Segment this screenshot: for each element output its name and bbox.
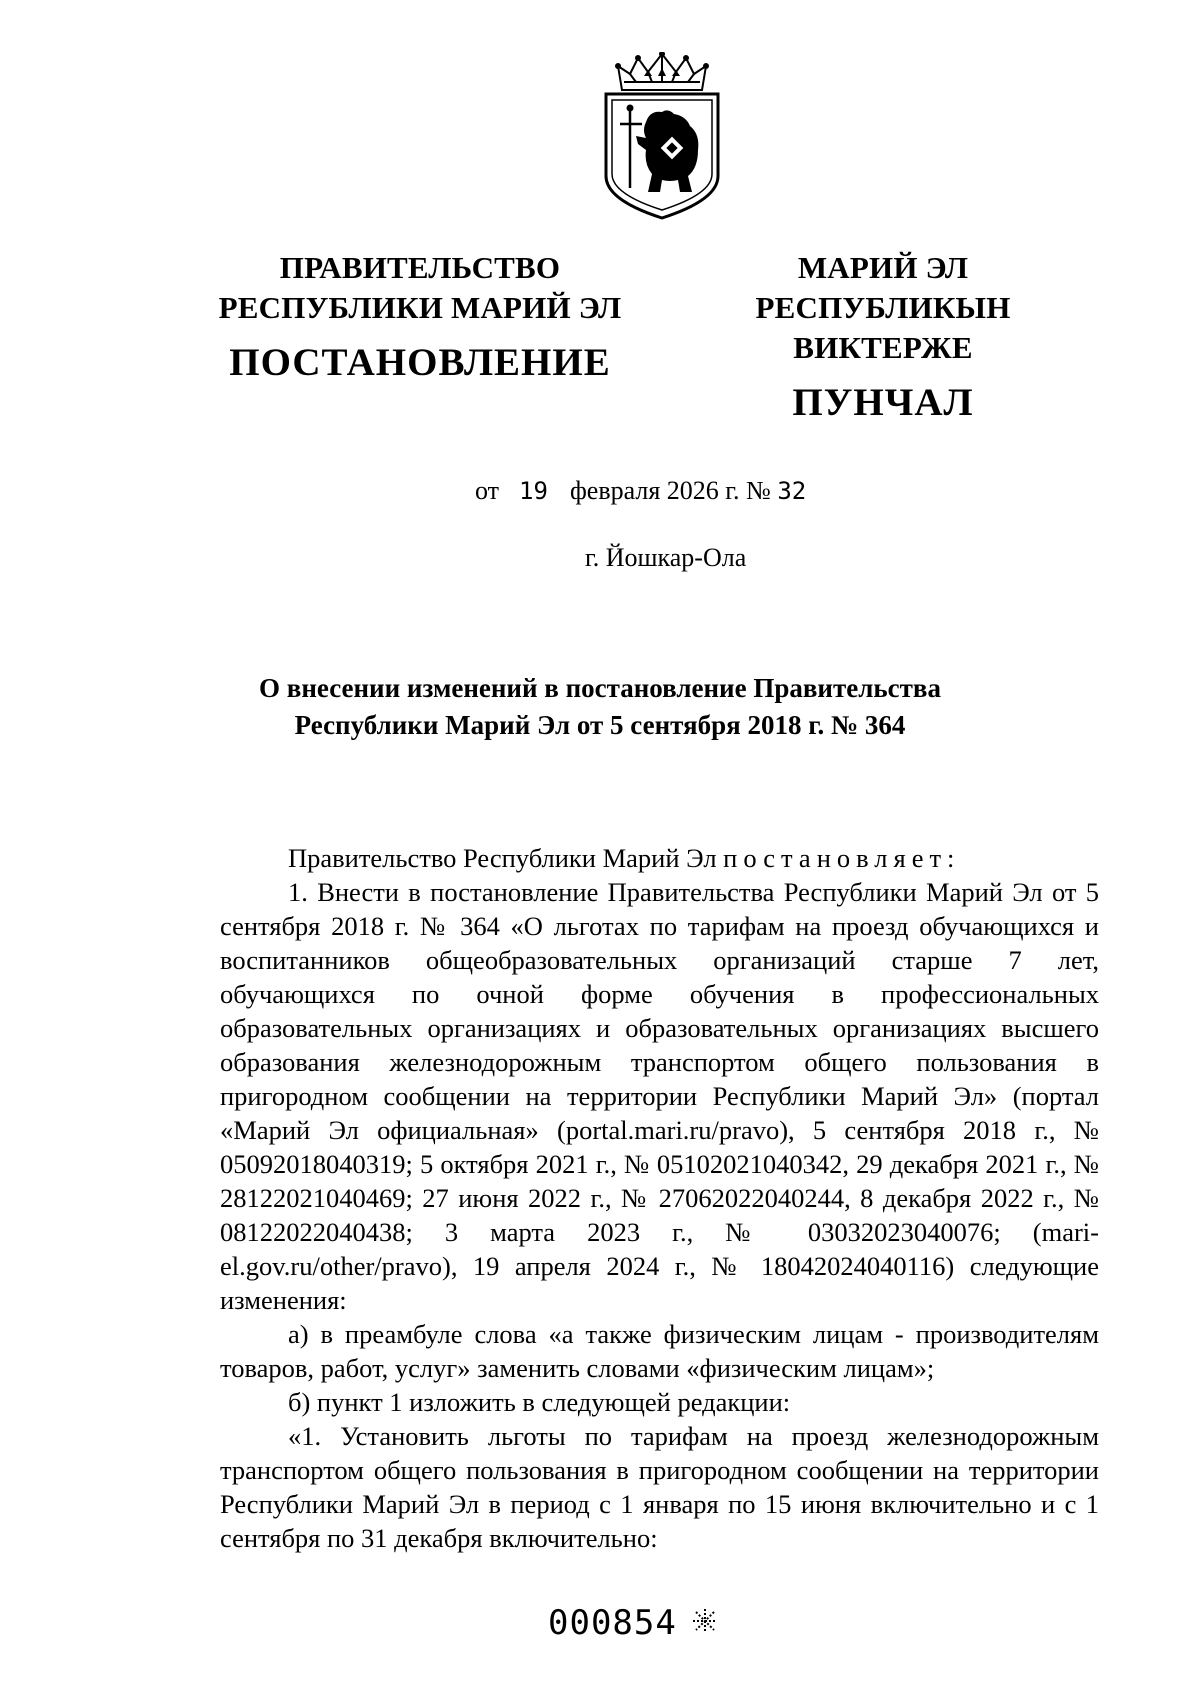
header-left-line2: РЕСПУБЛИКИ МАРИЙ ЭЛ [218, 290, 622, 325]
serial-number: 000854 [548, 1603, 677, 1643]
paragraph-a: а) в преамбуле слова «а также физическим лицам - производителям товаров, работ, услуг» заменить словами «физическим лицам»; [220, 1319, 1099, 1383]
paragraph-b: б) пункт 1 изложить в следующей редакции: [288, 1387, 791, 1417]
intro-paragraph [220, 841, 1099, 875]
document-date-line [475, 476, 806, 506]
intro-decision-word: постановляет [723, 843, 948, 873]
header-right-column [668, 248, 1098, 428]
header-left-column [200, 248, 640, 388]
paragraph-1: 1. Внести в постановление Правительства Республики Марий Эл от 5 сентября 2018 г. № 364 «О льготах по тарифам на проезд обучающихся и воспитанников общеобразовательных организаций старше 7 лет, обучающихся по очной форме обучения в профессиональных образовательных организациях и образовательных организациях высшего образования железнодорожным транспортом общего пользования в пригородном сообщении на территории Республики Марий Эл» (портал «Марий Эл официальная» (portal.mari.ru/pravo), 5 сентября 2018 г., № 05092018040319; 5 октября 2021 г., № 05102021040342, 29 декабря 2021 г., № 28122021040469; 27 июня 2022 г., № 27062022040244, 8 декабря 2022 г., № 08122022040438; 3 марта 2023 г., № 03032023040076; (mari-el.gov.ru/other/pravo), 19 апреля 2024 г., № 18042024040116) следующие изменения: [220, 877, 1099, 1315]
header-left-doc-type: ПОСТАНОВЛЕНИЕ [229, 341, 611, 384]
document-title [150, 670, 1050, 744]
date-day: 19 [519, 477, 548, 505]
city-name: г. Йошкар-Ола [585, 543, 747, 572]
asterisk-mark-icon [690, 1606, 720, 1636]
title-line2: Республики Марий Эл от 5 сентября 2018 г. № 364 [294, 710, 906, 740]
header-right-doc-type: ПУНЧАЛ [792, 381, 974, 424]
title-line1: О внесении изменений в постановление Правительства [259, 673, 941, 703]
date-month-year: февраля 2026 г. № [569, 476, 771, 505]
coat-of-arms-emblem [600, 52, 724, 222]
header-right-line1: МАРИЙ ЭЛ РЕСПУБЛИКЫН [755, 250, 1011, 325]
date-prefix: от [475, 476, 500, 505]
header-left-line1: ПРАВИТЕЛЬСТВО [279, 250, 561, 285]
header-right-line2: ВИКТЕРЖЕ [793, 330, 973, 365]
intro-colon: : [947, 843, 955, 873]
paragraph-quote: «1. Установить льготы по тарифам на проезд железнодорожным транспортом общего пользования в пригородном сообщении на территории Республики Марий Эл в период с 1 января по 15 июня включительно и с 1 сентября по 31 декабря включительно: [220, 1421, 1099, 1553]
intro-text: Правительство Республики Марий Эл [288, 843, 724, 873]
document-number: 32 [777, 477, 807, 505]
document-body [220, 841, 1099, 1555]
